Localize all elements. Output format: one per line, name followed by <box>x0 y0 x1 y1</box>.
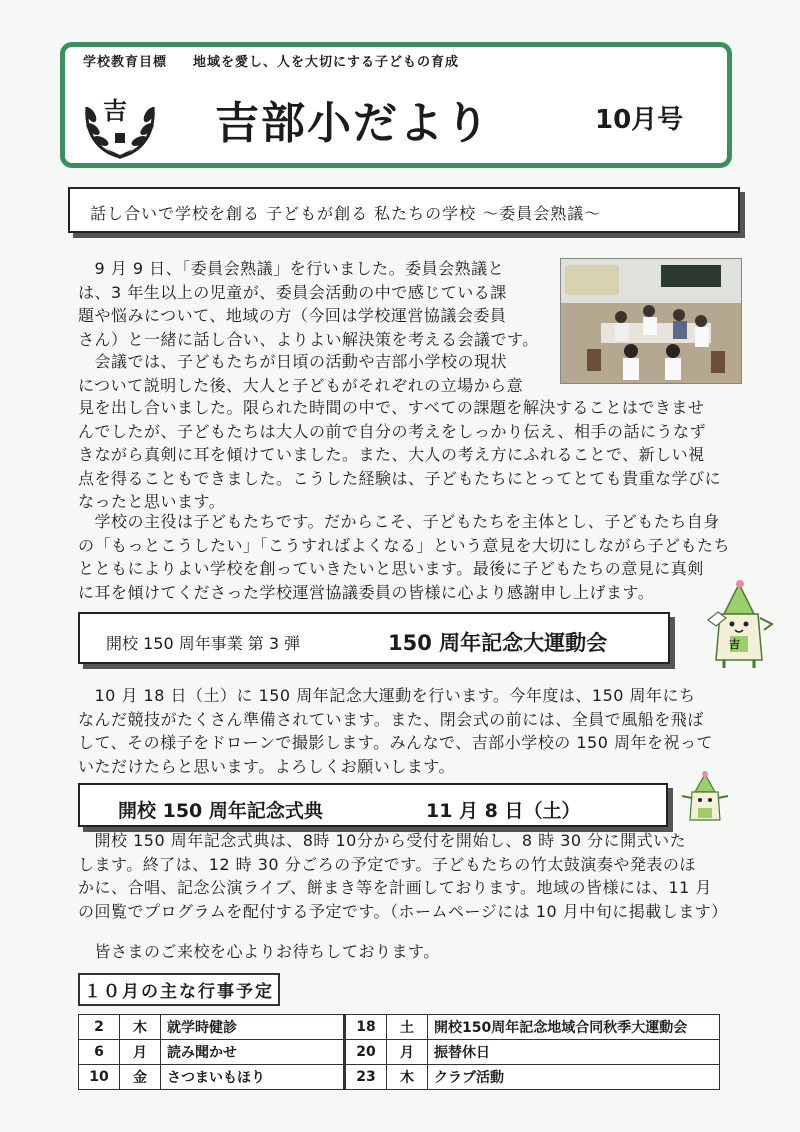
school-motto <box>83 51 459 70</box>
schedule-day: 23 <box>345 1065 387 1090</box>
schedule-weekday: 金 <box>120 1065 161 1090</box>
schedule-weekday: 木 <box>387 1065 428 1090</box>
emblem-character: 吉 <box>103 97 127 125</box>
text-line: なったと思います。 <box>78 492 226 511</box>
mascot-small-icon <box>680 770 730 828</box>
table-row <box>79 1015 720 1040</box>
text-line: 9 月 9 日、「委員会熟議」を行いました。委員会熟議と <box>78 259 505 278</box>
text-line: さん）と一緒に話し合い、よりよい解決策を考える会議です。 <box>78 329 539 349</box>
schedule-event: クラブ活動 <box>428 1065 720 1090</box>
schedule-event: 振替休日 <box>428 1040 720 1065</box>
schedule-day: 18 <box>345 1015 387 1040</box>
text-line: 見を出し合いました。限られた時間の中で、すべての課題を解決することはできませ <box>78 398 705 417</box>
text-line: いただけたらと思います。よろしくお願いします。 <box>78 756 455 776</box>
text-line: とともによりよい学校を創っていきたいと思います。最後に子どもたちの意見に真剣 <box>78 559 704 578</box>
schedule-event: さつまいもほり <box>161 1065 345 1090</box>
section2-banner <box>78 612 670 664</box>
schedule-day: 10 <box>79 1065 120 1090</box>
schedule-title: １０月の主な行事予定 <box>78 973 280 1006</box>
section1-paragraph-2 <box>78 350 550 397</box>
section2-paragraph <box>78 684 728 778</box>
schedule-table <box>78 1014 720 1090</box>
schedule-day: 6 <box>79 1040 120 1065</box>
motto-label: 学校教育目標 <box>83 55 168 70</box>
section1-heading: 話し合いで学校を創る 子どもが創る 私たちの学校 ～委員会熟議～ <box>90 204 602 223</box>
text-line: きながら真剣に耳を傾けていました。また、大人の考え方にふれることで、新しい視 <box>78 445 705 464</box>
header-box <box>60 42 732 168</box>
text-line: 題や悩みについて、地域の方（今回は学校運営協議会委員 <box>78 306 507 325</box>
text-line: 10 月 18 日（土）に 150 周年記念大運動を行います。今年度は、150 周年にち <box>78 686 696 705</box>
section3-closing <box>78 940 728 964</box>
text-line: 点を得ることもできました。こうした経験は、子どもたちにとってとても貴重な学びに <box>78 468 722 488</box>
newsletter-title: 吉部小だより <box>215 98 491 149</box>
section3-heading-right: 11 月 8 日（土） <box>426 800 581 822</box>
schedule-day: 20 <box>345 1040 387 1065</box>
section1-paragraph-4 <box>78 510 731 604</box>
table-row <box>79 1065 720 1090</box>
mascot-badge-text: 吉 <box>729 638 740 651</box>
section3-paragraph <box>78 829 728 923</box>
text-line: します。終了は、12 時 30 分ごろの予定です。子どもたちの竹太鼓演奏や発表のほ <box>78 854 696 874</box>
text-line: 開校 150 周年記念式典は、8時 10分から受付を開始し、8 時 30 分に開式いた <box>78 831 687 850</box>
motto-text: 地域を愛し、人を大切にする子どもの育成 <box>193 55 460 70</box>
meeting-photo <box>560 258 742 384</box>
table-row <box>79 1040 720 1065</box>
section1-paragraph-1 <box>78 257 550 351</box>
text-line: 皆さまのご来校を心よりお待ちしております。 <box>78 942 440 961</box>
section2-heading-big: 150 周年記念大運動会 <box>388 631 608 655</box>
text-line: して、その様子をドローンで撮影します。みんなで、吉部小学校の 150 周年を祝って <box>78 733 713 752</box>
schedule-weekday: 月 <box>120 1040 161 1065</box>
issue-label: 10月号 <box>595 105 684 135</box>
section1-paragraph-3 <box>78 396 740 514</box>
text-line: に耳を傾けてくださった学校運営協議委員の皆様に心より感謝申し上げます。 <box>78 582 655 602</box>
text-line: 会議では、子どもたちが日頃の活動や吉部小学校の現状 <box>78 352 508 371</box>
text-line: の「もっとこうしたい」「こうすればよくなる」という意見を大切にしながら子どもたち <box>78 535 731 555</box>
schedule-weekday: 木 <box>120 1015 161 1040</box>
text-line: について説明した後、大人と子どもがそれぞれの立場から意 <box>78 375 524 395</box>
schedule-event: 読み聞かせ <box>161 1040 345 1065</box>
schedule-event: 開校150周年記念地域合同秋季大運動会 <box>428 1015 720 1040</box>
text-line: んでしたが、子どもたちは大人の前で自分の考えをしっかり伝え、相手の話にうなず <box>78 421 706 441</box>
text-line: の回覧でプログラムを配付する予定です。（ホームページには 10 月中旬に掲載します） <box>78 901 728 921</box>
section3-banner <box>78 783 668 827</box>
mascot-character-icon <box>704 578 774 670</box>
schedule-event: 就学時健診 <box>161 1015 345 1040</box>
text-line: かに、合唱、記念公演ライブ、餅まき等を計画しております。地域の皆様には、11 月 <box>78 878 712 897</box>
text-line: は、3 年生以上の児童が、委員会活動の中で感じている課 <box>78 282 507 302</box>
text-line: なんだ競技がたくさん準備されています。また、閉会式の前には、全員で風船を飛ば <box>78 709 704 729</box>
schedule-weekday: 土 <box>387 1015 428 1040</box>
schedule-day: 2 <box>79 1015 120 1040</box>
schedule-weekday: 月 <box>387 1040 428 1065</box>
text-line: 学校の主役は子どもたちです。だからこそ、子どもたちを主体とし、子どもたち自身 <box>78 512 720 531</box>
section2-heading-small: 開校 150 周年事業 第 3 弾 <box>106 634 301 653</box>
section3-heading-left: 開校 150 周年記念式典 <box>118 800 323 822</box>
section1-banner <box>68 187 740 233</box>
